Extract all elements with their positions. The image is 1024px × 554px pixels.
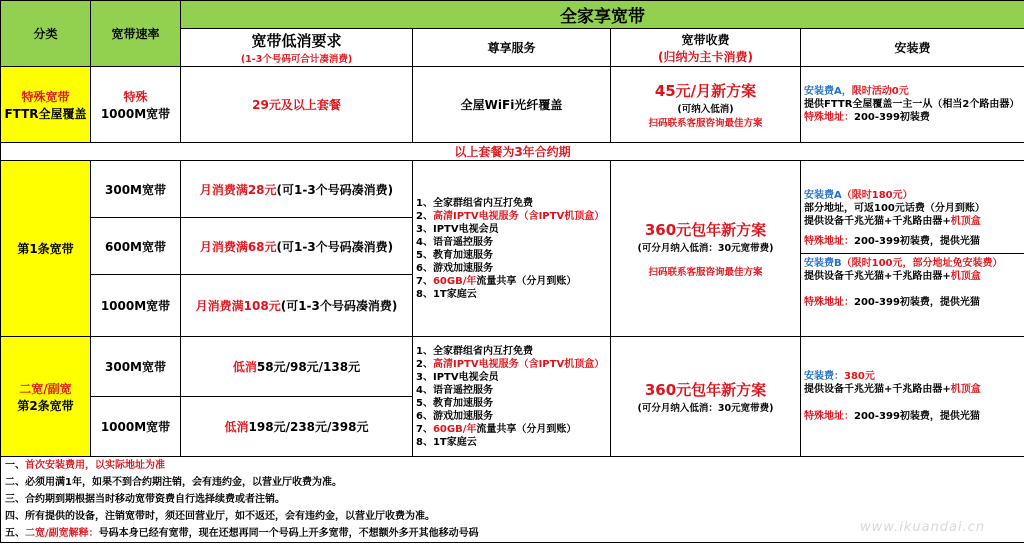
band2-fee: [611, 337, 801, 457]
special-install-a: [804, 85, 1021, 98]
service-num: 1、: [416, 197, 433, 209]
note-prefix: 四、所有提供的设备，注销宽带时，须还回营业厅，如不返还，会有违约金，以营业厅收费为准。: [5, 511, 435, 522]
band2-services: [413, 337, 611, 457]
spend-amount: 月消费满108元: [195, 299, 281, 313]
special-category: [1, 67, 91, 143]
band1-fee-scan: 扫码联系客服咨询最佳方案: [648, 267, 763, 278]
spend-amount: 月消费满28元: [199, 182, 277, 197]
service-text: 60GB/年: [432, 423, 477, 435]
header-min-spend-sub: (1-3个号码可合计凑消费): [240, 54, 353, 65]
note-prefix: 三、合约期到期根据当时移动宽带资费自行选择续费或者注销。: [5, 494, 285, 505]
service-text: 教育加速服务: [432, 397, 493, 409]
band2-min-spend: [181, 337, 413, 397]
special-address-value: 200-399初装费，提供光猫: [854, 296, 980, 308]
special-address-label: 特殊地址：: [804, 112, 854, 123]
header-category: 分类: [1, 1, 91, 67]
install-a-label: 安装费A，: [804, 86, 852, 97]
service-item: [416, 345, 607, 358]
band2-speed: 300M宽带: [91, 337, 181, 397]
service-item: [416, 397, 607, 410]
note-item: [5, 474, 1021, 491]
note-prefix: 一、: [5, 460, 25, 471]
service-tail: 流量共享（分月到账）: [476, 423, 577, 435]
band1-fee-sub: (可分月纳入低消：30元宽带费): [637, 243, 774, 254]
special-install: [801, 67, 1024, 143]
service-item: [416, 410, 607, 423]
service-item: [416, 236, 607, 249]
service-num: 3、: [416, 371, 433, 383]
special-address-label: 特殊地址：: [804, 296, 854, 308]
service-item: [416, 436, 607, 449]
special-fee-scan: 扫码联系客服咨询最佳方案: [648, 118, 763, 129]
service-item: [416, 371, 607, 384]
band2-category-line1: 二宽/副宽: [19, 381, 72, 396]
spend-note: 198元/238元/398元: [248, 420, 369, 434]
install-price: 380元: [844, 371, 875, 382]
special-address-label: 特殊地址：: [804, 411, 854, 422]
special-vip: 全屋WiFi光纤覆盖: [413, 67, 611, 143]
special-category-line2: FTTR全屋覆盖: [4, 106, 87, 121]
service-num: 7、: [416, 423, 433, 435]
band2-install-line2: [804, 383, 1021, 396]
special-category-line1: 特殊宽带: [21, 89, 70, 104]
header-min-spend: [181, 29, 413, 67]
service-text: 1T家庭云: [432, 288, 477, 300]
band1-install: [801, 161, 1024, 337]
service-item: [416, 210, 607, 223]
header-vip: 尊享服务: [413, 29, 611, 67]
band1-min-spend: [181, 275, 413, 337]
service-num: 4、: [416, 384, 433, 396]
service-item: [416, 275, 607, 288]
band1-speed: 600M宽带: [91, 218, 181, 275]
spend-amount: 低消: [232, 360, 257, 374]
band2-min-spend: [181, 397, 413, 457]
service-text: 游戏加速服务: [432, 262, 493, 274]
service-num: 6、: [416, 410, 433, 422]
special-speed: [91, 67, 181, 143]
service-num: 3、: [416, 223, 433, 235]
spend-note: (可1-3个号码凑消费): [276, 239, 394, 254]
service-text: IPTV电视会员: [432, 223, 499, 235]
install-b-special: [804, 296, 1021, 309]
service-tail: 流量共享（分月到账）: [476, 275, 577, 287]
service-text: 全家群组省内互打免费: [432, 197, 533, 209]
band2-fee-sub: (可分月纳入低消：30元宽带费): [637, 403, 774, 414]
header-install: 安装费: [801, 29, 1024, 67]
install-a-promo: （限时180元）: [841, 189, 913, 201]
band2-category: [1, 337, 91, 457]
main-title: 全家享宽带: [181, 1, 1024, 29]
watermark: www.ikuandai.cn: [860, 520, 986, 535]
service-num: 5、: [416, 249, 433, 261]
install-b-stb: 机顶盒: [950, 270, 981, 282]
band1-services: [413, 161, 611, 337]
service-num: 6、: [416, 262, 433, 274]
service-item: [416, 384, 607, 397]
service-text: 语音遥控服务: [432, 384, 493, 396]
service-num: 2、: [416, 210, 433, 222]
install-b-line1: [804, 257, 1021, 270]
service-num: 7、: [416, 275, 433, 287]
band2-install-line1: [804, 370, 1021, 383]
install-b-label: 安装费B: [804, 257, 842, 269]
install-a-line3: [804, 215, 1021, 228]
band2-install-special: [804, 410, 1021, 423]
contract-note: 以上套餐为3年合约期: [1, 143, 1024, 161]
service-item: [416, 358, 607, 371]
band1-min-spend: [181, 218, 413, 275]
install-b-promo: （限时100元，部分地址免安装费）: [841, 257, 1003, 269]
service-item: [416, 197, 607, 210]
install-stb: 机顶盒: [950, 384, 981, 395]
special-address-label: 特殊地址：: [804, 235, 854, 247]
install-a-line2: 部分地址，可返100元话费（分月到账）: [804, 202, 985, 214]
header-speed: 宽带速率: [91, 1, 181, 67]
special-fee: [611, 67, 801, 143]
note-text: 号码本身已经有宽带，现在还想再同一个号码上开多宽带，不想额外多开其他移动号码: [98, 528, 479, 539]
spend-amount: 月消费满68元: [199, 239, 277, 254]
special-address-value: 200-399初装费: [854, 112, 930, 123]
service-num: 5、: [416, 397, 433, 409]
service-num: 8、: [416, 288, 433, 300]
service-num: 1、: [416, 345, 433, 357]
band1-speed: 1000M宽带: [91, 275, 181, 337]
special-fee-main: 45元/月新方案: [654, 82, 757, 100]
install-a-devices: 提供设备千兆光猫+千兆路由器+: [804, 215, 951, 227]
service-item: [416, 423, 607, 436]
band1-fee: [611, 161, 801, 337]
service-text: 教育加速服务: [432, 249, 493, 261]
note-prefix: 二、必须用满1年，如果不到合约期注销，会有违约金，以营业厅收费为准。: [5, 477, 342, 488]
special-min-spend: 29元及以上套餐: [181, 67, 413, 143]
service-text: 语音遥控服务: [432, 236, 493, 248]
band2-install: [801, 337, 1024, 457]
service-item: [416, 262, 607, 275]
special-speed-line2: 1000M宽带: [100, 106, 171, 121]
service-text: 高清IPTV电视服务（含IPTV机顶盒）: [432, 358, 605, 370]
spend-note: (可1-3个号码凑消费): [276, 182, 394, 197]
service-text: 1T家庭云: [432, 436, 477, 448]
install-b-line2: [804, 270, 1021, 283]
header-fee-label: 宽带收费: [681, 32, 730, 47]
install-devices: 提供设备千兆光猫+千兆路由器+: [804, 384, 951, 395]
spend-note: 58元/98元/138元: [256, 360, 361, 374]
special-speed-line1: 特殊: [123, 89, 148, 104]
service-text: 游戏加速服务: [432, 410, 493, 422]
header-fee-sub: (归纳为主卡消费): [658, 49, 753, 64]
spend-amount: 低消: [224, 420, 249, 434]
service-num: 2、: [416, 358, 433, 370]
service-num: 8、: [416, 436, 433, 448]
service-item: [416, 223, 607, 236]
note-prefix: 五、: [5, 528, 25, 539]
note-item: [5, 457, 1021, 474]
band1-category: 第1条宽带: [1, 161, 91, 337]
install-a-promo: 限时活动0元: [851, 86, 909, 97]
install-b-devices: 提供设备千兆光猫+千兆路由器+: [804, 270, 951, 282]
service-text: IPTV电视会员: [432, 371, 499, 383]
note-item: [5, 491, 1021, 508]
install-label: 安装费：: [804, 371, 844, 382]
install-a-line1: [804, 189, 1021, 202]
special-fee-sub: (可纳入低消): [677, 104, 734, 115]
service-text: 60GB/年: [432, 275, 477, 287]
special-install-address: [804, 111, 1021, 124]
note-red: 首次安装费用，以实际地址为准: [25, 460, 165, 471]
service-num: 4、: [416, 236, 433, 248]
special-address-value: 200-399初装费，提供光猫: [854, 411, 980, 422]
band1-speed: 300M宽带: [91, 161, 181, 218]
band1-min-spend: [181, 161, 413, 218]
band2-category-line2: 第2条宽带: [17, 398, 74, 413]
band2-fee-main: 360元包年新方案: [644, 381, 767, 399]
service-item: [416, 249, 607, 262]
service-text: 高清IPTV电视服务（含IPTV机顶盒）: [432, 210, 605, 222]
install-a-special: [804, 235, 1021, 248]
note-red: 二宽/副宽解释：: [25, 528, 99, 539]
band1-fee-main: 360元包年新方案: [644, 221, 767, 239]
install-a-stb: 机顶盒: [950, 215, 981, 227]
install-a-desc: 提供FTTR全屋覆盖一主一从（相当2个路由器）: [804, 99, 1020, 110]
header-fee: [611, 29, 801, 67]
spend-note: (可1-3个号码凑消费): [280, 299, 398, 313]
special-address-value: 200-399初装费，提供光猫: [854, 235, 980, 247]
install-a-label: 安装费A: [804, 189, 842, 201]
band2-speed: 1000M宽带: [91, 397, 181, 457]
header-min-spend-label: 宽带低消要求: [251, 32, 342, 50]
service-text: 全家群组省内互打免费: [432, 345, 533, 357]
service-item: [416, 288, 607, 301]
